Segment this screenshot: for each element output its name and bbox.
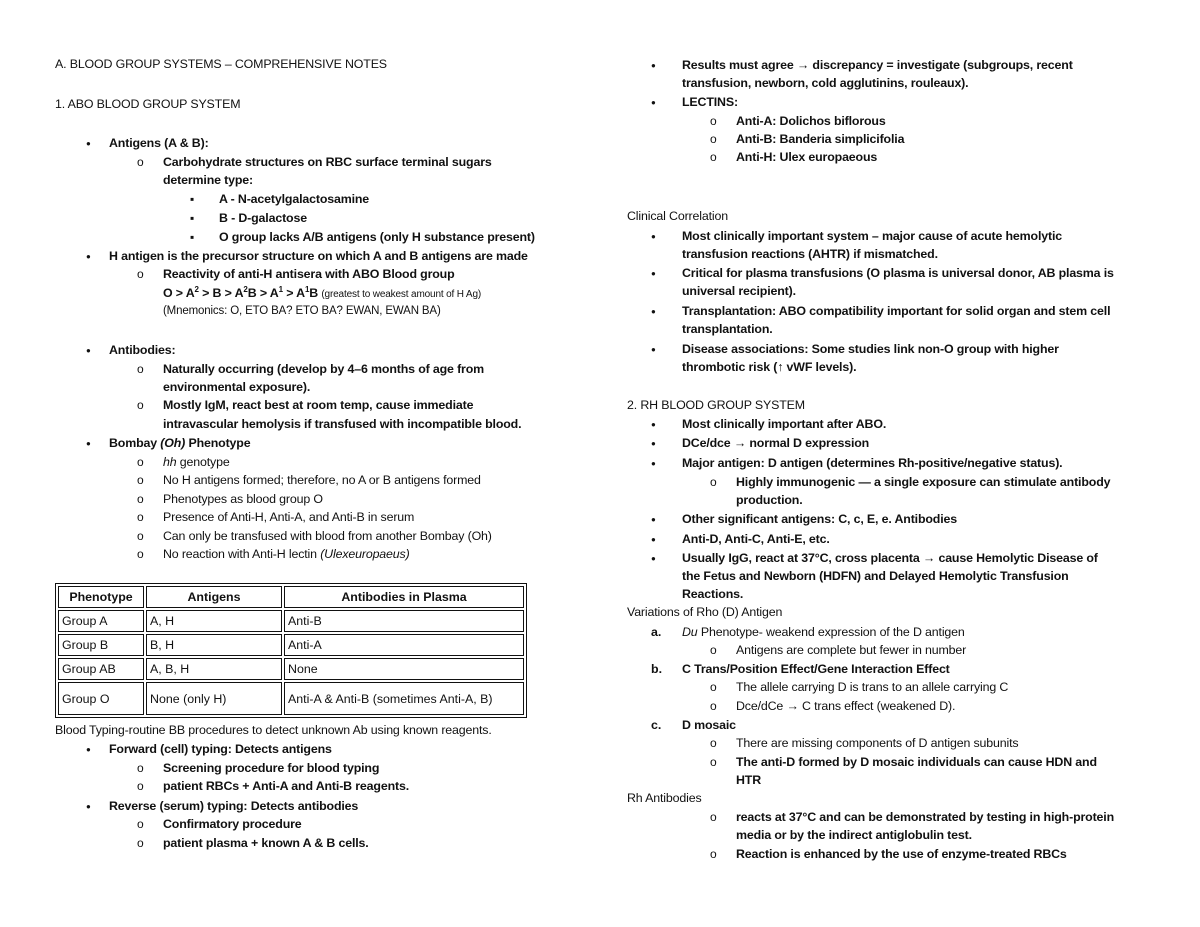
rh-item-cont: Reactions.	[682, 587, 744, 601]
variation-subitem: Antigens are complete but fewer in number	[736, 643, 967, 657]
antibody-igm: Mostly IgM, react best at room temp, cause immediate	[163, 398, 474, 412]
clinical-item-cont: transfusion reactions (AHTR) if mismatched.	[682, 247, 938, 261]
variation-b: C Trans/Position Effect/Gene Interaction Effect	[682, 662, 950, 676]
order-o: O	[163, 286, 173, 300]
bombay-lectin: No reaction with Anti-H lectin (Ulexeuropaeus)	[163, 547, 410, 561]
h-precursor-text: H antigen is the precursor structure on which A and B antigens are made	[109, 249, 528, 263]
list-label: b.	[651, 662, 663, 676]
forward-typing: Forward (cell) typing: Detects antigens	[109, 742, 332, 756]
bullet-circle	[137, 528, 144, 546]
bullet-disc	[86, 342, 91, 359]
table-cell: Group B	[58, 634, 144, 656]
rh-item: Major antigen: D antigen (determines Rh-positive/negative status).	[682, 456, 1063, 470]
variations-heading: Variations of Rho (D) Antigen	[627, 605, 783, 619]
bombay-genotype: hh genotype	[163, 455, 230, 469]
bombay-item: Can only be transfused with blood from another Bombay (Oh)	[163, 529, 492, 543]
clinical-item: Critical for plasma transfusions (O plasma is universal donor, AB plasma is	[682, 266, 1114, 280]
table-cell: B, H	[146, 634, 282, 656]
lectin-item: Anti-A: Dolichos biflorous	[736, 114, 886, 128]
bullet-circle	[137, 546, 144, 564]
rh-heading: 2. RH BLOOD GROUP SYSTEM	[627, 398, 805, 412]
phenotype-table	[55, 583, 527, 718]
bullet-disc	[651, 511, 656, 528]
table-cell: Group A	[58, 610, 144, 632]
rh-item-cont: the Fetus and Newborn (HDFN) and Delayed Hemolytic Transfusion	[682, 569, 1069, 583]
bullet-circle	[710, 642, 717, 660]
variation-subitem: The anti-D formed by D mosaic individuals can cause HDN and	[736, 755, 1097, 769]
rh-item: Anti-D, Anti-C, Anti-E, etc.	[682, 532, 830, 546]
clinical-heading: Clinical Correlation	[627, 209, 728, 223]
clinical-item-cont: thrombotic risk (↑ vWF levels).	[682, 360, 857, 374]
clinical-item-cont: transplantation.	[682, 322, 773, 336]
rh-item: Other significant antigens: C, c, E, e. Antibodies	[682, 512, 957, 526]
reactivity-text: Reactivity of anti-H antisera with ABO Blood group	[163, 267, 455, 281]
bullet-circle	[710, 846, 717, 864]
carbohydrate-text-cont: determine type:	[163, 173, 254, 187]
carbohydrate-text: Carbohydrate structures on RBC surface terminal sugars	[163, 155, 492, 169]
variation-subitem: Dce/dCe → C trans effect (weakened D).	[736, 699, 956, 713]
bombay-item: Phenotypes as blood group O	[163, 492, 323, 506]
lectin-item: Anti-H: Ulex europaeous	[736, 150, 878, 164]
table-cell: A, H	[146, 610, 282, 632]
bullet-circle	[137, 397, 144, 415]
table-cell: A, B, H	[146, 658, 282, 680]
forward-item: patient RBCs + Anti-A and Anti-B reagents.	[163, 779, 410, 793]
clinical-item: Disease associations: Some studies link non-O group with higher	[682, 342, 1059, 356]
bullet-square	[190, 191, 194, 209]
variation-subitem: There are missing components of D antigen subunits	[736, 736, 1019, 750]
bullet-disc	[651, 416, 656, 433]
sugar-o: O group lacks A/B antigens (only H substance present)	[219, 230, 535, 244]
bullet-circle	[710, 474, 717, 492]
forward-item: Screening procedure for blood typing	[163, 761, 380, 775]
bullet-circle	[137, 266, 144, 284]
reverse-typing: Reverse (serum) typing: Detects antibodies	[109, 799, 359, 813]
table-header: Phenotype	[58, 586, 144, 608]
bullet-circle	[710, 679, 717, 697]
table-header: Antigens	[146, 586, 282, 608]
bullet-disc	[86, 248, 91, 265]
table-cell: Anti-A	[284, 634, 524, 656]
bullet-circle	[137, 778, 144, 796]
bullet-circle	[710, 131, 717, 149]
variation-c: D mosaic	[682, 718, 736, 732]
results-text: Results must agree → discrepancy = investigate (subgroups, recent	[682, 58, 1073, 72]
bullet-circle	[137, 816, 144, 834]
bullet-disc	[651, 435, 656, 452]
blood-typing-text: Blood Typing-routine BB procedures to detect unknown Ab using known reagents.	[55, 723, 492, 737]
bullet-disc	[651, 265, 656, 282]
bullet-square	[190, 210, 194, 228]
mnemonic-text: (Mnemonics: O, ETO BA? ETO BA? EWAN, EWAN BA)	[163, 305, 441, 317]
page-title: A. BLOOD GROUP SYSTEMS – COMPREHENSIVE NOTES	[55, 57, 387, 71]
list-label: a.	[651, 625, 662, 639]
bullet-circle	[710, 809, 717, 827]
lectins-heading: LECTINS:	[682, 95, 738, 109]
bullet-circle	[137, 154, 144, 172]
bullet-disc	[86, 741, 91, 758]
bullet-disc	[86, 798, 91, 815]
table-cell: Group AB	[58, 658, 144, 680]
table-row	[58, 682, 524, 715]
table-header: Antibodies in Plasma	[284, 586, 524, 608]
bullet-disc	[86, 135, 91, 152]
rh-subitem-cont: production.	[736, 493, 803, 507]
bullet-circle	[710, 698, 717, 716]
variation-a: Du Phenotype- weakend expression of the D antigen	[682, 625, 965, 639]
bullet-circle	[137, 835, 144, 853]
bullet-square	[190, 229, 194, 247]
bullet-disc	[86, 435, 91, 452]
clinical-item-cont: universal recipient).	[682, 284, 796, 298]
bullet-circle	[137, 491, 144, 509]
bullet-circle	[137, 361, 144, 379]
rh-item: DCe/dce → normal D expression	[682, 436, 870, 450]
variation-subitem: The allele carrying D is trans to an allele carrying C	[736, 680, 1009, 694]
bullet-circle	[137, 454, 144, 472]
table-row	[58, 658, 524, 680]
table-cell: Anti-B	[284, 610, 524, 632]
sugar-a: A - N-acetylgalactosamine	[219, 192, 370, 206]
antibody-natural: Naturally occurring (develop by 4–6 months of age from	[163, 362, 485, 376]
rh-antibody-item: Reaction is enhanced by the use of enzyme-treated RBCs	[736, 847, 1067, 861]
bullet-disc	[651, 228, 656, 245]
h-reactivity-order: $O > A^2 > B > A^2B > A^1 > A^1B$ (greatest to weakest amount of H Ag)	[163, 284, 482, 300]
bullet-disc	[651, 341, 656, 358]
table-cell: None	[284, 658, 524, 680]
bullet-disc	[651, 303, 656, 320]
rh-antibody-item: reacts at 37°C and can be demonstrated by testing in high-protein	[736, 810, 1115, 824]
rh-item: Usually IgG, react at 37°C, cross placenta → cause Hemolytic Disease of	[682, 551, 1098, 565]
list-label: c.	[651, 718, 662, 732]
table-cell: Anti-A & Anti-B (sometimes Anti-A, B)	[284, 682, 524, 715]
bullet-disc	[651, 94, 656, 111]
table-cell: Group O	[58, 682, 144, 715]
results-text-cont: transfusion, newborn, cold agglutinins, rouleaux).	[682, 76, 969, 90]
rh-antibody-item-cont: media or by the indirect antiglobulin test.	[736, 828, 972, 842]
sugar-b: B - D-galactose	[219, 211, 307, 225]
rh-item: Most clinically important after ABO.	[682, 417, 887, 431]
antigens-heading: Antigens (A & B):	[109, 136, 209, 150]
clinical-item: Most clinically important system – major cause of acute hemolytic	[682, 229, 1062, 243]
bullet-circle	[137, 509, 144, 527]
bullet-circle	[137, 760, 144, 778]
order-note: (greatest to weakest amount of H Ag)	[321, 289, 482, 300]
rh-subitem: Highly immunogenic — a single exposure can stimulate antibody	[736, 475, 1111, 489]
antibody-igm-cont: intravascular hemolysis if transfused with incompatible blood.	[163, 417, 522, 431]
table-row	[58, 634, 524, 656]
bullet-disc	[651, 455, 656, 472]
bombay-item: Presence of Anti-H, Anti-A, and Anti-B in serum	[163, 510, 415, 524]
table-row	[58, 610, 524, 632]
bullet-circle	[710, 754, 717, 772]
bullet-circle	[710, 149, 717, 167]
bullet-circle	[137, 472, 144, 490]
bullet-disc	[651, 531, 656, 548]
lectin-item: Anti-B: Banderia simplicifolia	[736, 132, 905, 146]
variation-subitem-cont: HTR	[736, 773, 762, 787]
bullet-disc	[651, 550, 656, 567]
bombay-heading: Bombay (Oh) Phenotype	[109, 436, 251, 450]
clinical-item: Transplantation: ABO compatibility important for solid organ and stem cell	[682, 304, 1111, 318]
abo-heading: 1. ABO BLOOD GROUP SYSTEM	[55, 97, 241, 111]
bullet-circle	[710, 113, 717, 131]
reverse-item: patient plasma + known A & B cells.	[163, 836, 369, 850]
antibody-natural-cont: environmental exposure).	[163, 380, 311, 394]
reverse-item: Confirmatory procedure	[163, 817, 302, 831]
antibodies-heading: Antibodies:	[109, 343, 176, 357]
rh-antibodies-heading: Rh Antibodies	[627, 791, 702, 805]
bullet-disc	[651, 57, 656, 74]
table-cell: None (only H)	[146, 682, 282, 715]
bullet-circle	[710, 735, 717, 753]
bombay-item: No H antigens formed; therefore, no A or B antigens formed	[163, 473, 481, 487]
table-header-row	[58, 586, 524, 608]
